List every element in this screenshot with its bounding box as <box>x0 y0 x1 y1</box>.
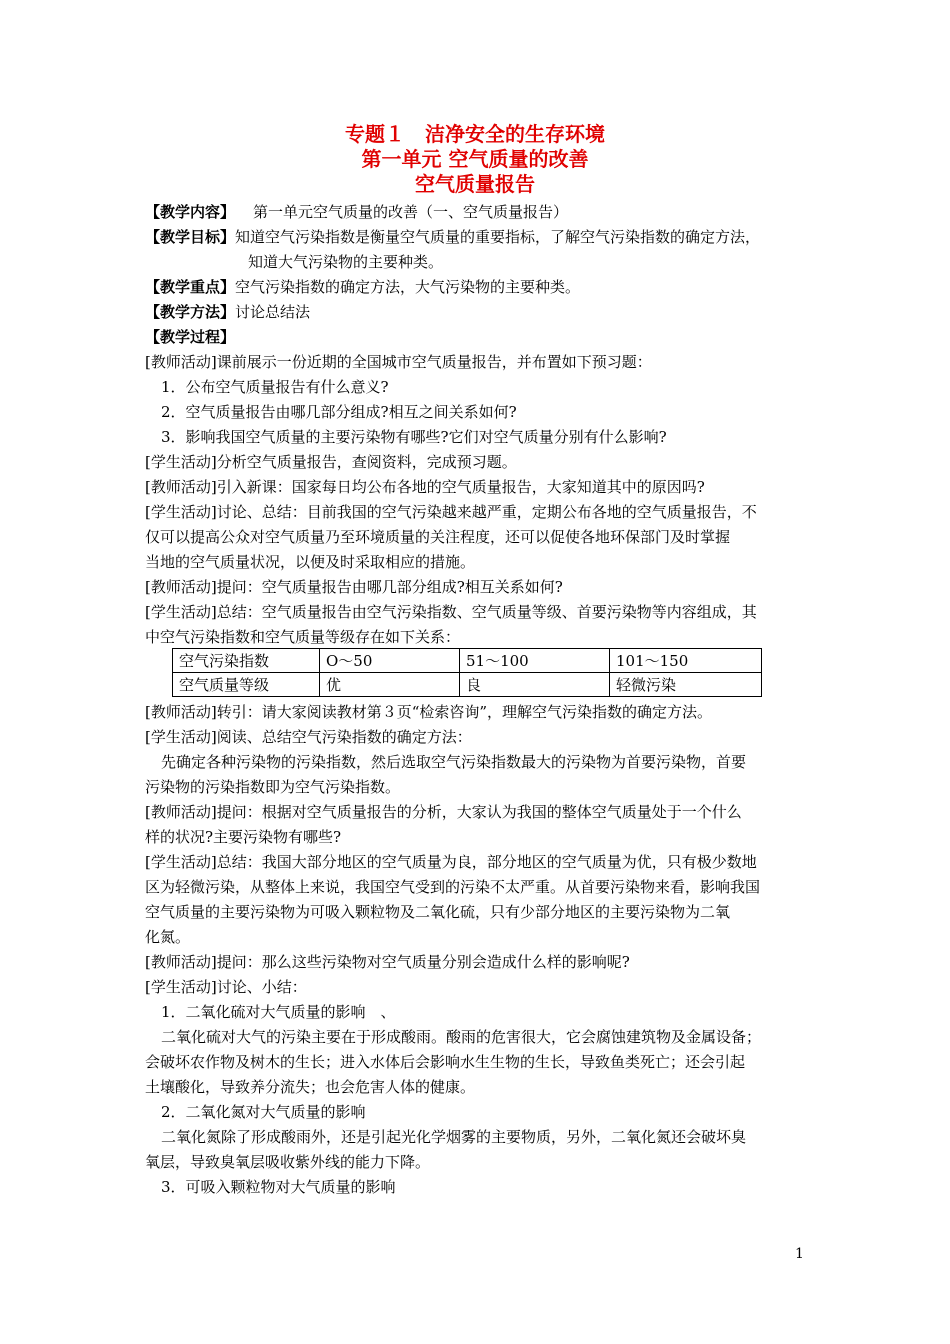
table-cell: O～50 <box>320 649 460 673</box>
text-line: 样的状况?主要污染物有哪些? <box>145 828 342 846</box>
table-cell: 良 <box>460 673 610 697</box>
text-line: 空气质量的主要污染物为可吸入颗粒物及二氧化硫，只有少部分地区的主要污染物为二氧 <box>145 903 731 921</box>
section-heading: 3．可吸入颗粒物对大气质量的影响 <box>161 1178 396 1196</box>
meta-process: 【教学过程】 <box>145 328 236 346</box>
text-line: 二氧化氮除了形成酸雨外，还是引起光化学烟雾的主要物质，另外，二氧化氮还会破坏臭 <box>161 1128 747 1146</box>
question-item: 3．影响我国空气质量的主要污染物有哪些?它们对空气质量分别有什么影响? <box>161 428 667 446</box>
question-item: 2．空气质量报告由哪几部分组成?相互之间关系如何? <box>161 403 517 421</box>
text-line: [教师活动]提问：空气质量报告由哪几部分组成?相互关系如何? <box>145 578 563 596</box>
lesson-title: 空气质量报告 <box>415 172 535 196</box>
text-line: [教师活动]提问：根据对空气质量报告的分析，大家认为我国的整体空气质量处于一个什么 <box>145 803 742 821</box>
text-line: 先确定各种污染物的污染指数，然后选取空气污染指数最大的污染物为首要污染物，首要 <box>161 753 747 771</box>
text-line: [学生活动]讨论、总结：目前我国的空气污染越来越严重，定期公布各地的空气质量报告，不 <box>145 503 757 521</box>
table-cell: 空气污染指数 <box>173 649 320 673</box>
question-item: 1．公布空气质量报告有什么意义? <box>161 378 389 396</box>
title-block <box>0 122 950 197</box>
table-row <box>173 649 762 673</box>
text-line: 化氮。 <box>145 928 191 946</box>
meta-method: 【教学方法】讨论总结法 <box>145 303 311 321</box>
text-line: 二氧化硫对大气的污染主要在于形成酸雨。酸雨的危害很大，它会腐蚀建筑物及金属设备； <box>161 1028 762 1046</box>
meta-keypoints: 【教学重点】空气污染指数的确定方法，大气污染物的主要种类。 <box>145 278 581 296</box>
text-line: [教师活动]课前展示一份近期的全国城市空气质量报告，并布置如下预习题： <box>145 353 652 371</box>
text-line: 氧层，导致臭氧层吸收紫外线的能力下降。 <box>145 1153 431 1171</box>
section-heading: 2．二氧化氮对大气质量的影响 <box>161 1103 366 1121</box>
text-line: 土壤酸化，导致养分流失；也会危害人体的健康。 <box>145 1078 476 1096</box>
air-quality-table <box>172 648 762 697</box>
table-cell: 优 <box>320 673 460 697</box>
text-line: [学生活动]分析空气质量报告，查阅资料，完成预习题。 <box>145 453 517 471</box>
text-line: [教师活动]提问：那么这些污染物对空气质量分别会造成什么样的影响呢? <box>145 953 630 971</box>
body-text <box>145 200 811 1200</box>
table-cell: 101～150 <box>610 649 762 673</box>
page-number: 1 <box>795 1246 804 1262</box>
meta-objectives-cont: 知道大气污染物的主要种类。 <box>248 253 444 271</box>
text-line: [教师活动]引入新课：国家每日均公布各地的空气质量报告，大家知道其中的原因吗? <box>145 478 705 496</box>
table-row <box>173 673 762 697</box>
table-cell: 空气质量等级 <box>173 673 320 697</box>
text-line: [学生活动]讨论、小结： <box>145 978 307 996</box>
table-cell: 51～100 <box>460 649 610 673</box>
topic-title: 专题１ 洁净安全的生存环境 <box>345 122 605 146</box>
text-line: 会破坏农作物及树木的生长；进入水体后会影响水生生物的生长，导致鱼类死亡；还会引起 <box>145 1053 746 1071</box>
text-line: [学生活动]总结：空气质量报告由空气污染指数、空气质量等级、首要污染物等内容组成，其 <box>145 603 757 621</box>
text-line: [教师活动]转引：请大家阅读教材第３页“检索咨询”，理解空气污染指数的确定方法。 <box>145 703 713 721</box>
meta-content: 【教学内容】 第一单元空气质量的改善（一、空气质量报告） <box>145 203 569 221</box>
unit-title: 第一单元 空气质量的改善 <box>361 147 589 171</box>
text-line: [学生活动]阅读、总结空气污染指数的确定方法： <box>145 728 472 746</box>
text-line: 中空气污染指数和空气质量等级存在如下关系： <box>145 628 461 646</box>
text-line: 区为轻微污染，从整体上来说，我国空气受到的污染不太严重。从首要污染物来看，影响我国 <box>145 878 761 896</box>
text-line: 污染物的污染指数即为空气污染指数。 <box>145 778 401 796</box>
text-line: 仅可以提高公众对空气质量乃至环境质量的关注程度，还可以促使各地环保部门及时掌握 <box>145 528 731 546</box>
text-line: [学生活动]总结：我国大部分地区的空气质量为良，部分地区的空气质量为优，只有极少数地 <box>145 853 757 871</box>
meta-objectives: 【教学目标】知道空气污染指数是衡量空气质量的重要指标，了解空气污染指数的确定方法， <box>145 228 761 246</box>
text-line: 当地的空气质量状况，以便及时采取相应的措施。 <box>145 553 476 571</box>
table-cell: 轻微污染 <box>610 673 762 697</box>
section-heading: 1．二氧化硫对大气质量的影响 、 <box>161 1003 396 1021</box>
